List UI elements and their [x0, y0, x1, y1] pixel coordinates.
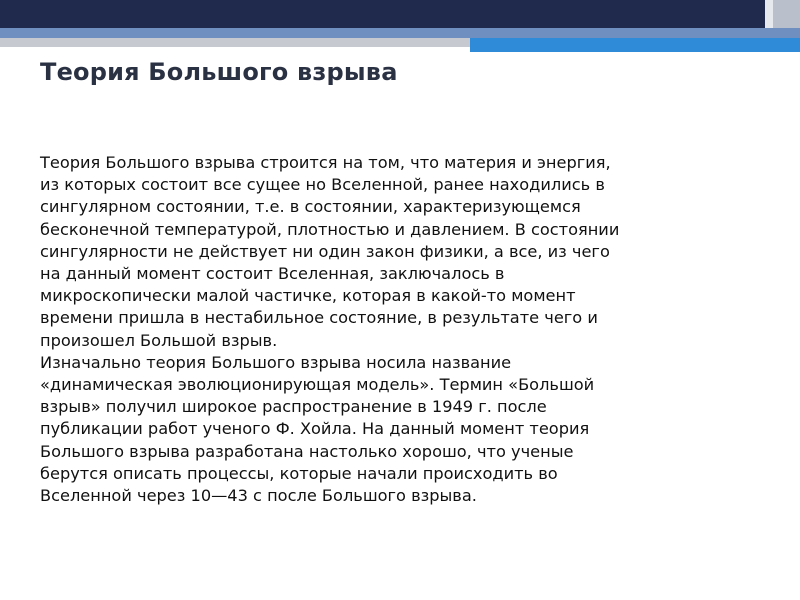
header-corner-accent [765, 0, 800, 28]
body-line: берутся описать процессы, которые начали происходить во [40, 463, 558, 483]
body-line: на данный момент состоит Вселенная, заключалось в [40, 264, 505, 284]
body-line: сингулярности не действует ни один закон физики, а все, из чего [40, 241, 610, 261]
body-line: произошел Большой взрыв. [40, 330, 278, 350]
slide-body [40, 152, 780, 507]
body-line: из которых состоит все сущее но Вселенной, ранее находились в [40, 175, 605, 195]
body-line: Изначально теория Большого взрыва носила название [40, 352, 512, 372]
slide-title: Теория Большого взрыва [40, 58, 398, 86]
header-bar-dark [0, 0, 800, 28]
body-line: публикации работ ученого Ф. Хойла. На данный момент теория [40, 419, 590, 439]
header-bar-light [0, 38, 475, 47]
body-line: «динамическая эволюционирующая модель». Термин «Большой [40, 375, 595, 395]
body-line: сингулярном состоянии, т.е. в состоянии, характеризующемся [40, 197, 581, 217]
header-bar-mid [0, 28, 800, 38]
body-line: микроскопически малой частичке, которая в какой-то момент [40, 286, 576, 306]
body-line: Большого взрыва разработана настолько хорошо, что ученые [40, 441, 574, 461]
header-bar-blue [470, 38, 800, 52]
body-line: Теория Большого взрыва строится на том, что материя и энергия, [40, 153, 611, 172]
body-line: взрыв» получил широкое распространение в 1949 г. после [40, 397, 547, 417]
body-line: Вселенной через 10—43 с после Большого взрыва. [40, 486, 477, 506]
body-line: бесконечной температурой, плотностью и давлением. В состоянии [40, 219, 620, 239]
body-line: времени пришла в нестабильное состояние, в результате чего и [40, 308, 598, 328]
